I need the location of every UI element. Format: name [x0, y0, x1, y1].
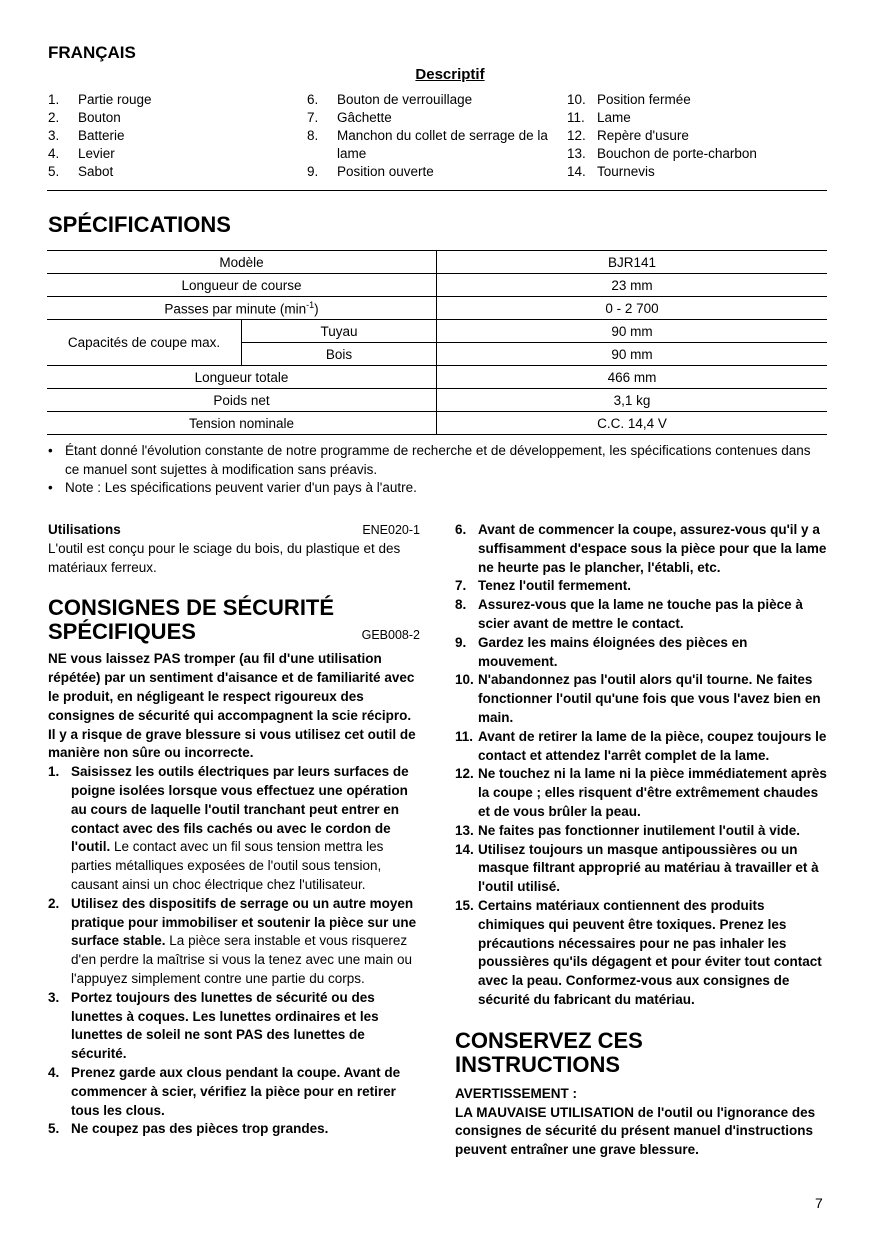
table-row [47, 297, 827, 320]
safety-header [48, 596, 420, 644]
list-item: 3. Portez toujours des lunettes de sécurité ou des lunettes à coques. Les lunettes ordinaires et les lunettes de soleil ne sont PAS des lunettes de sécurité. [48, 989, 379, 1062]
list-item: 2. Bouton [48, 110, 121, 125]
list-item: 10. N'abandonnez pas l'outil alors qu'il tourne. Ne faites fonctionner l'outil qu'une fois que vous l'avez bien en main. [455, 672, 821, 725]
safety-code: GEB008-2 [361, 627, 420, 642]
table-cell: Longueur totale [47, 366, 437, 389]
list-item: 13. Ne faites pas fonctionner inutilement l'outil à vide. [455, 822, 801, 838]
usage-text: L'outil est conçu pour le sciage du bois, du plastique et des matériaux ferreux. [48, 540, 401, 575]
list-item: 14. Utilisez toujours un masque antipoussières ou un masque filtrant approprié au matériau à travailler et à l'outil utilisé. [455, 841, 819, 895]
list-item: 10. Position fermée [567, 92, 691, 107]
table-cell: 90 mm [437, 320, 828, 343]
list-item: 7. Gâchette [307, 110, 392, 125]
list-item: • Étant donné l'évolution constante de notre programme de recherche et de développement, les spécifications contenues dans ce manuel sont sujettes à modification sans préavis. [48, 443, 811, 477]
conserve-title-line2: INSTRUCTIONS [455, 1051, 620, 1077]
usage-header [48, 521, 420, 540]
table-cell: 466 mm [437, 366, 828, 389]
safety-intro: NE vous laissez PAS tromper (au fil d'une utilisation répétée) par un sentiment d'aisance et de familiarité avec le produit, en négligeant le respect rigoureux des consignes de sécurité qui accompagnent la scie récipro. Il y a risque de grave blessure si vous utilisez cet outil de manière non sûre ou incorrecte. [48, 651, 416, 761]
list-item: 7. Tenez l'outil fermement. [455, 578, 631, 594]
list-item: 4. Prenez garde aux clous pendant la coupe. Avant de commencer à scier, vérifiez la pièce pour en retirer tous les clous. [48, 1064, 401, 1118]
list-item: 5. Sabot [48, 164, 114, 179]
specifications-table [47, 250, 827, 435]
table-cell: Tension nominale [47, 412, 437, 435]
descriptif-column-2 [307, 91, 555, 181]
list-item: 11. Lame [567, 110, 631, 125]
list-item: 4. Levier [48, 146, 115, 161]
table-row [47, 251, 827, 274]
conserve-title-line1: CONSERVEZ CES [455, 1027, 643, 1053]
list-item: 3. Batterie [48, 128, 125, 143]
table-cell: 23 mm [437, 274, 828, 297]
table-row [47, 274, 827, 297]
conserve-header [455, 1029, 827, 1077]
safety-title-line2: SPÉCIFIQUES [48, 619, 196, 645]
table-row [47, 412, 827, 435]
descriptif-column-1 [48, 91, 288, 181]
table-cell: 3,1 kg [437, 389, 828, 412]
list-item: 15. Certains matériaux contiennent des produits chimiques qui peuvent être toxiques. Prenez les précautions nécessaires pour ne pas inhaler les poussières qu'ils dégagent et pour éviter tout contact avec la peau. Conformez-vous aux consignes de sécurité du fabricant du matériau. [455, 897, 822, 1007]
spec-notes [48, 442, 828, 498]
warning-title: AVERTISSEMENT : [455, 1085, 578, 1101]
table-cell: Passes par minute $(\min^{-1})$ [47, 297, 437, 320]
table-row [47, 320, 827, 343]
list-item: 6. Avant de commencer la coupe, assurez-vous qu'il y a suffisamment d'espace sous la pièce pour que la lame ne heurte pas le plancher, l'établi, etc. [455, 522, 827, 575]
list-item: 11. Avant de retirer la lame de la pièce, coupez toujours le contact et attendez l'arrêt complet de la lame. [455, 728, 827, 763]
descriptif-title: Descriptif [415, 66, 485, 83]
divider [47, 190, 827, 191]
table-cell: Bois [242, 343, 437, 366]
list-item: 12. Ne touchez ni la lame ni la pièce immédiatement après la coupe ; elles risquent d'être extrêmement chaudes et de vous brûler la peau. [455, 766, 827, 819]
table-cell: Tuyau [242, 320, 437, 343]
descriptif-column-3 [567, 91, 827, 181]
table-row [47, 366, 827, 389]
right-column [455, 521, 827, 1160]
page-number: 7 [815, 1195, 823, 1211]
table-cell: Capacités de coupe max. [47, 320, 242, 366]
table-cell: 90 mm [437, 343, 828, 366]
list-item: 2. Utilisez des dispositifs de serrage ou un autre moyen pratique pour immobiliser et soutenir la pièce sur une surface stable. La pièce sera instable et vous risquerez d'en perdre la maîtrise si vous la tenez avec une main ou l'appuyez simplement contre une partie du corps. [48, 895, 417, 986]
table-cell: BJR141 [437, 251, 828, 274]
list-item: 5. Ne coupez pas des pièces trop grandes. [48, 1121, 329, 1137]
list-item: 13. Bouchon de porte-charbon [567, 146, 757, 161]
table-row [47, 389, 827, 412]
table-cell: 0 - 2 700 [437, 297, 828, 320]
safety-title-line1: CONSIGNES DE SÉCURITÉ [48, 595, 335, 621]
table-cell: C.C. 14,4 V [437, 412, 828, 435]
warning-text: LA MAUVAISE UTILISATION de l'outil ou l'ignorance des consignes de sécurité du présent manuel d'instructions peuvent entraîner une grave blessure. [455, 1104, 816, 1158]
list-item: 9. Gardez les mains éloignées des pièces en mouvement. [455, 634, 748, 669]
list-item: 12. Repère d'usure [567, 128, 689, 143]
list-item: 8. Assurez-vous que la lame ne touche pas la pièce à scier avant de mettre le contact. [455, 597, 803, 631]
table-cell: Poids net [47, 389, 437, 412]
list-item: 6. Bouton de verrouillage [307, 92, 473, 107]
table-cell: Modèle [47, 251, 437, 274]
list-item: • Note : Les spécifications peuvent varier d'un pays à l'autre. [48, 480, 417, 495]
usage-title: Utilisations [48, 522, 121, 537]
list-item: 1. Saisissez les outils électriques par leurs surfaces de poigne isolées lorsque vous effectuez une opération au cours de laquelle l'outil tranchant peut entrer en contact avec des fils cachés ou avec le cordon de l'outil. Le contact avec un fil sous tension mettra les parties métalliques exposées de l'outil sous tension, causant ainsi un choc électrique chez l'utilisateur. [48, 764, 409, 892]
list-item: 1. Partie rouge [48, 92, 152, 107]
left-column [48, 521, 420, 1139]
list-item: 8. Manchon du collet de serrage de la lame [307, 128, 548, 161]
list-item: 9. Position ouverte [307, 164, 434, 179]
specifications-title: SPÉCIFICATIONS [48, 212, 231, 237]
list-item: 14. Tournevis [567, 164, 655, 179]
language-heading: FRANÇAIS [48, 43, 136, 62]
table-cell: Longueur de course [47, 274, 437, 297]
usage-code: ENE020-1 [362, 523, 420, 537]
